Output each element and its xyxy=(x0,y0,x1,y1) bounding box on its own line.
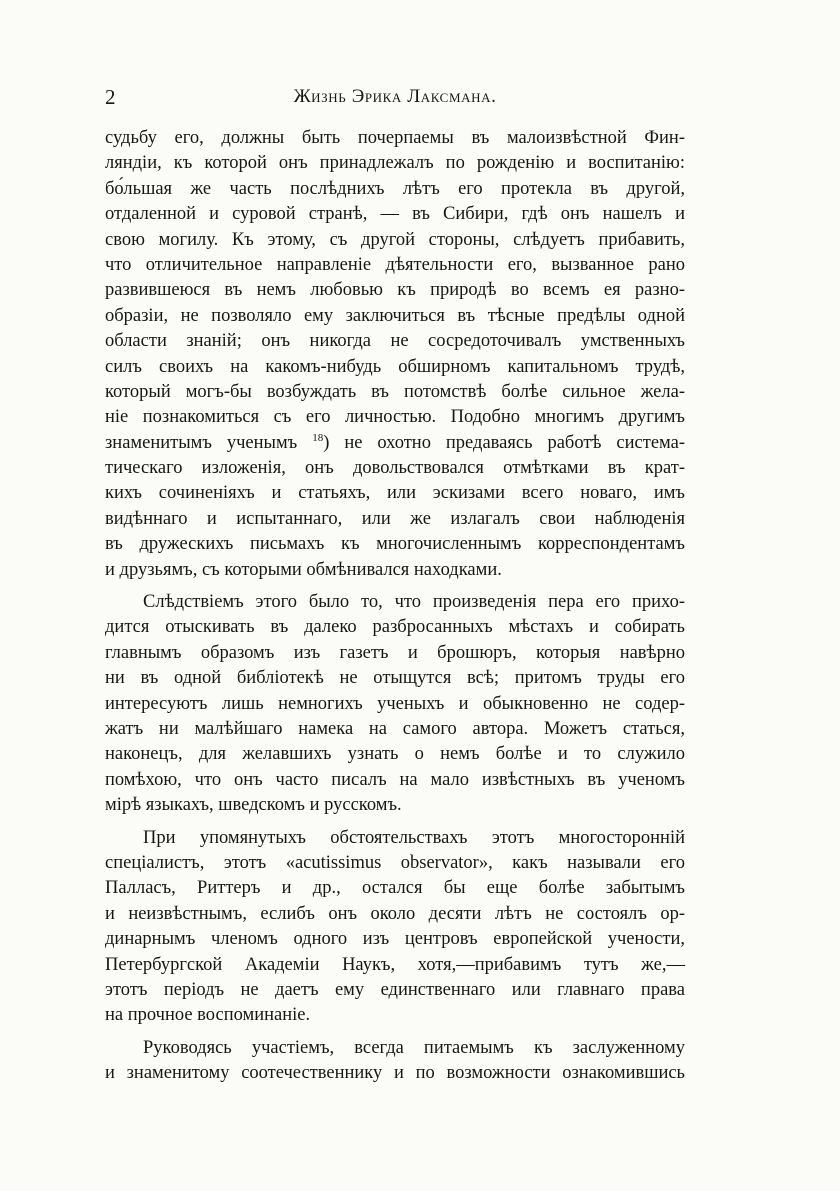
text-segment: знаменитымъ ученымъ xyxy=(105,432,298,453)
text-line: видѣннаго и испытаннаго, или же излагалъ свои наблюденія xyxy=(105,508,685,529)
text-line: что отличительное направленіе дѣятельности его, вызванное рано xyxy=(105,254,685,275)
text-line: кихъ сочиненіяхъ и статьяхъ, или эскизами всего новаго, имъ xyxy=(105,483,685,504)
text-line: отдаленной и суровой странѣ, — въ Сибири, гдѣ онъ нашелъ и xyxy=(105,204,685,225)
paragraph-3 xyxy=(105,826,685,1029)
text-line: и неизвѣстнымъ, еслибъ онъ около десяти лѣтъ не состоялъ ор- xyxy=(105,903,685,924)
text-line: При упомянутыхъ обстоятельствахъ этотъ многосторонній xyxy=(143,827,685,848)
text-line: на прочное воспоминаніе. xyxy=(105,1005,311,1026)
text-segment: ) не охотно предаваясь работѣ система- xyxy=(323,432,685,453)
running-title: Жизнь Эрика Лаксмана. xyxy=(293,86,497,107)
text-line: бо́льшая же часть послѣднихъ лѣтъ его протекла въ другой, xyxy=(105,178,685,199)
page-header xyxy=(105,82,685,112)
text-line: спеціалистъ, этотъ «acutissimus observator», какъ называли его xyxy=(105,852,685,873)
text-line: Петербургской Академіи Наукъ, хотя,—прибавимъ тутъ же,— xyxy=(105,954,685,975)
text-line: Руководясь участіемъ, всегда питаемымъ къ заслуженному xyxy=(143,1037,685,1058)
paragraph-2 xyxy=(105,590,685,819)
text-line: ніе познакомиться съ его личностью. Подобно многимъ другимъ xyxy=(105,407,685,428)
text-line: помѣхою, что онъ часто писалъ на мало извѣстныхъ въ ученомъ xyxy=(105,769,685,790)
text-line: жатъ ни малѣйшаго намека на самого автора. Можетъ статься, xyxy=(105,718,685,739)
text-line: интересуютъ лишь немногихъ ученыхъ и обыкновенно не содер- xyxy=(105,693,685,714)
text-line: который могъ-бы возбуждать въ потомствѣ болѣе сильное жела- xyxy=(105,381,685,402)
body-text xyxy=(105,126,685,1086)
text-line: развившеюся въ немъ любовью къ природѣ во всемъ ея разно- xyxy=(105,280,685,301)
text-line: динарнымъ членомъ одного изъ центровъ европейской учености, xyxy=(105,929,685,950)
paragraph-1 xyxy=(105,126,685,583)
text-line: мірѣ языкахъ, шведскомъ и русскомъ. xyxy=(105,795,402,816)
text-line: судьбу его, должны быть почерпаемы въ малоизвѣстной Фин- xyxy=(105,128,685,148)
text-line: Слѣдствіемъ этого было то, что произведенія пера его прихо- xyxy=(143,592,685,613)
text-line: наконецъ, для желавшихъ узнать о немъ болѣе и то служило xyxy=(105,744,685,765)
text-line: образіи, не позволяло ему заключиться въ тѣсные предѣлы одной xyxy=(105,305,685,326)
text-line: Палласъ, Риттеръ и др., остался бы еще болѣе забытымъ xyxy=(105,878,685,899)
text-line: области знаній; онъ никогда не сосредоточивалъ умственныхъ xyxy=(105,331,685,352)
text-line: ни въ одной библіотекѣ не отыщутся всѣ; притомъ труды его xyxy=(105,668,685,689)
page-number: 2 xyxy=(105,85,116,109)
paragraph-4 xyxy=(105,1036,685,1087)
text-line: и друзьямъ, съ которыми обмѣнивался находками. xyxy=(105,559,502,580)
text-line: ляндіи, къ которой онъ принадлежалъ по рожденію и воспитанію: xyxy=(105,153,685,174)
text-line: дится отыскивать въ далеко разбросанныхъ мѣстахъ и собирать xyxy=(105,617,685,638)
text-line: тическаго изложенія, онъ довольствовался отмѣтками въ крат- xyxy=(105,458,685,479)
text-line: свою могилу. Къ этому, съ другой стороны, слѣдуетъ прибавить, xyxy=(105,229,685,250)
text-line: и знаменитому соотечественнику и по возможности ознакомившись xyxy=(105,1063,685,1084)
text-line-with-footnote xyxy=(105,431,685,456)
text-line: главнымъ образомъ изъ газетъ и брошюръ, которыя навѣрно xyxy=(105,642,685,663)
text-line: силъ своихъ на какомъ-нибудь обширномъ капитальномъ трудѣ, xyxy=(105,356,685,377)
text-line: этотъ періодъ не даетъ ему единственнаго или главнаго права xyxy=(105,979,685,1000)
text-line: въ дружескихъ письмахъ къ многочисленнымъ корреспондентамъ xyxy=(105,534,685,555)
footnote-reference: 18 xyxy=(312,431,324,444)
